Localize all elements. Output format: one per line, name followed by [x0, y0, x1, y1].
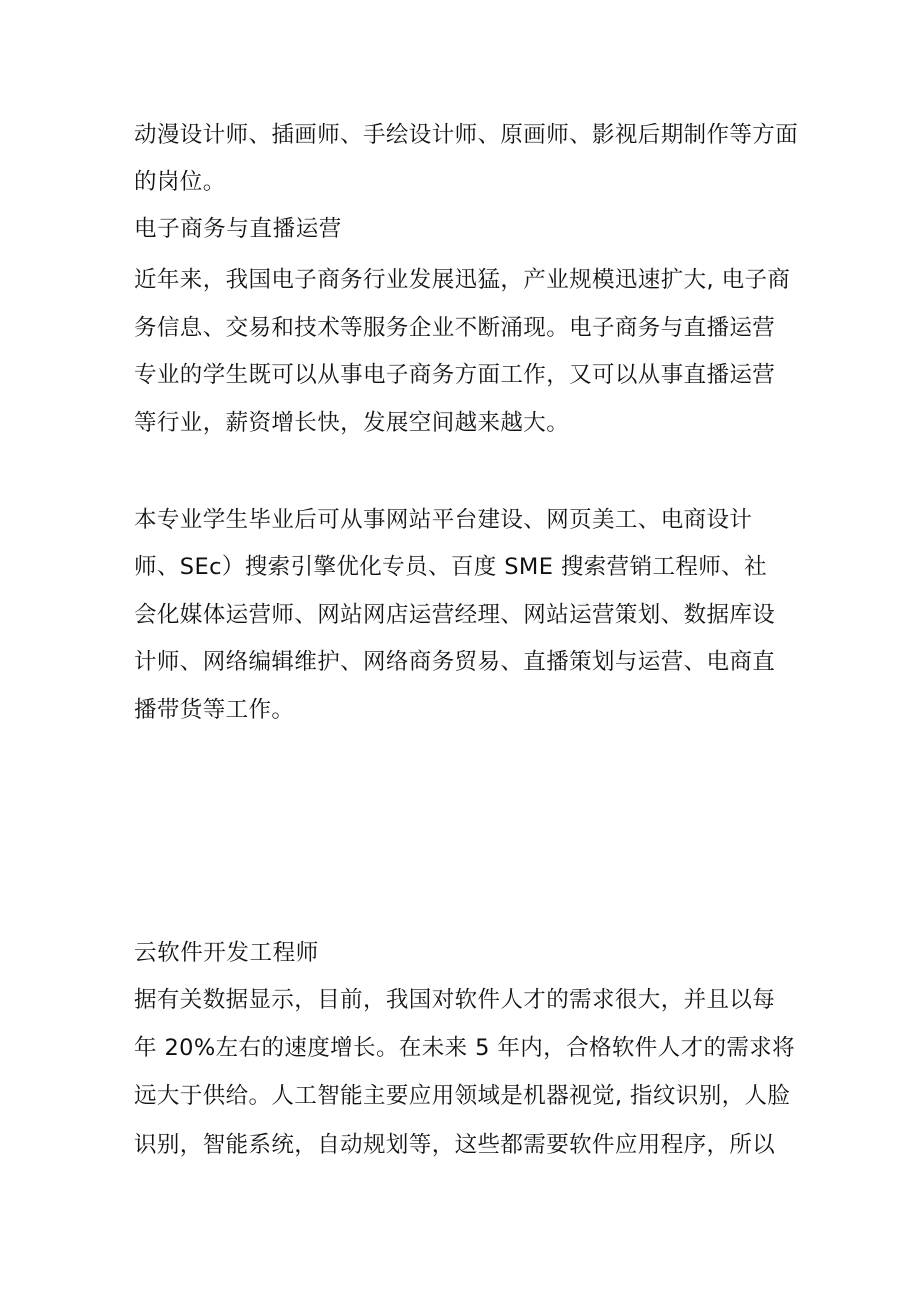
text-line: 的岗位。	[134, 169, 226, 195]
text-line: 播带货等工作。	[134, 697, 295, 723]
section-heading-cloud-software: 云软件开发工程师	[134, 940, 319, 966]
text-line: 计师、网络编辑维护、网络商务贸易、直播策划与运营、电商直	[134, 649, 776, 675]
text-line: 等行业，薪资增长快，发展空间越来越大。	[134, 410, 570, 436]
text-line: 据有关数据显示，目前，我国对软件人才的需求很大，并且以每	[134, 987, 776, 1013]
text-line: 务信息、交易和技术等服务企业不断涌现。电子商务与直播运营	[134, 315, 776, 341]
text-line: 师、SEc）搜索引擎优化专员、百度 SME 搜索营销工程师、社	[134, 554, 767, 580]
text-line: 专业的学生既可以从事电子商务方面工作，又可以从事直播运营	[134, 362, 776, 388]
text-line: 远大于供给。人工智能主要应用领域是机器视觉, 指纹识别，人脸	[134, 1083, 791, 1109]
text-line: 会化媒体运营师、网站网店运营经理、网站运营策划、数据库设	[134, 602, 776, 628]
section-heading-ecommerce: 电子商务与直播运营	[134, 216, 342, 242]
text-line: 动漫设计师、插画师、手绘设计师、原画师、影视后期制作等方面	[134, 122, 799, 148]
text-line: 年 20%左右的速度增长。在未来 5 年内，合格软件人才的需求将	[134, 1035, 796, 1061]
text-line: 识别，智能系统，自动规划等，这些都需要软件应用程序，所以	[134, 1132, 776, 1158]
text-line: 本专业学生毕业后可从事网站平台建设、网页美工、电商设计	[134, 507, 753, 533]
text-line: 近年来，我国电子商务行业发展迅猛，产业规模迅速扩大, 电子商	[134, 267, 791, 293]
